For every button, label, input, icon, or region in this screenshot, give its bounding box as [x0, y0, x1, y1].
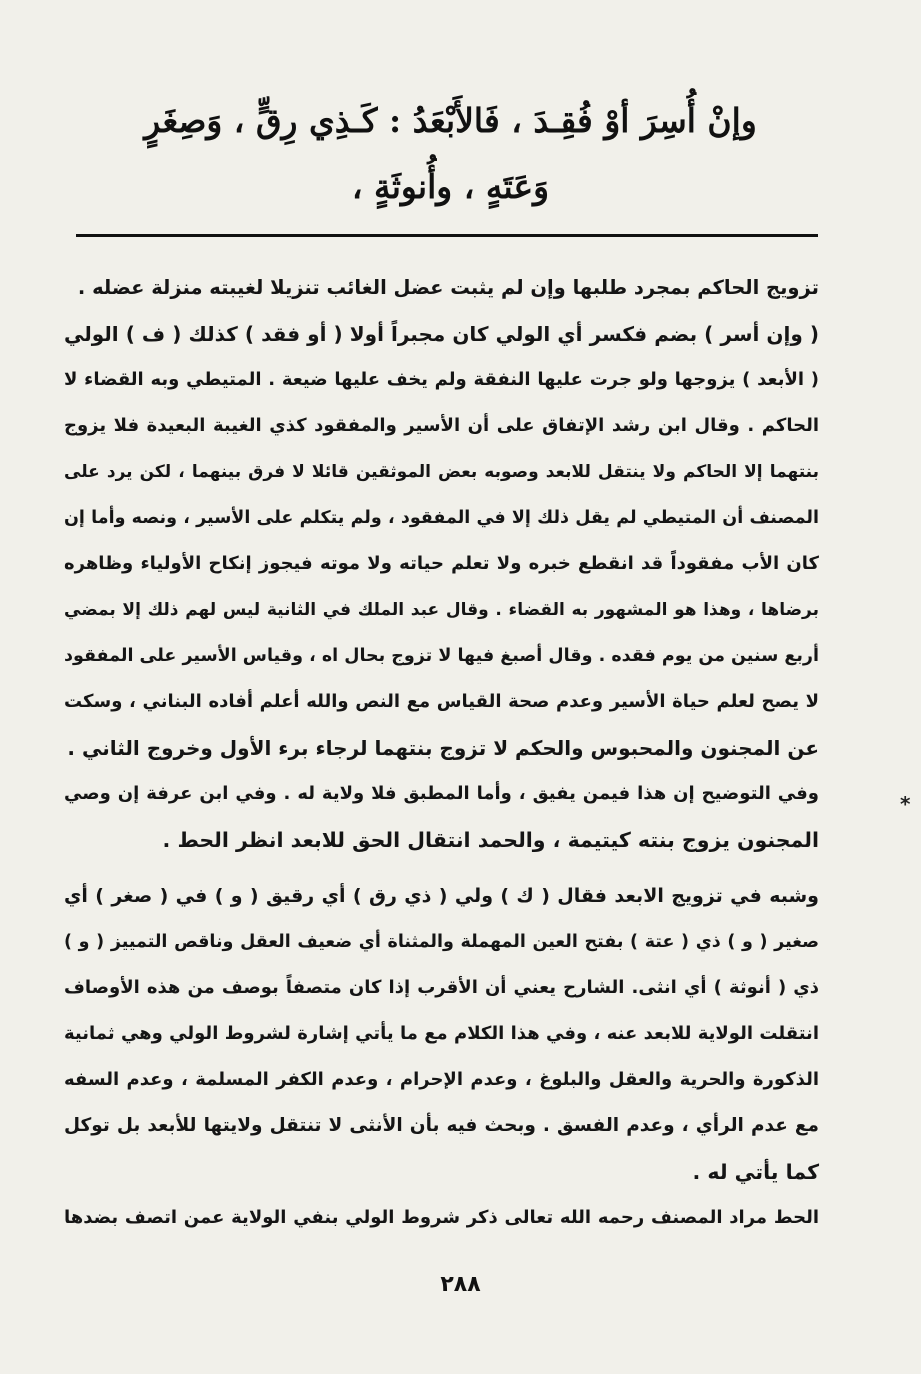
commentary-line: المصنف أن المتيطي لم يقل ذلك إلا في المفقود ، ولم يتكلم على الأسير ، ونصه وأما إن	[64, 508, 819, 528]
commentary-line: صغير ( و ) ذي ( عتة ) بفتح العين المهملة والمثناة أي ضعيف العقل وناقص التمييز ( و )	[64, 932, 819, 952]
commentary-line: وفي التوضيح إن هذا فيمن يفيق ، وأما المطبق فلا ولاية له . وفي ابن عرفة إن وصي	[64, 783, 819, 804]
commentary-line: المجنون يزوج بنته كيتيمة ، والحمد انتقال الحق للابعد انظر الحط .	[162, 828, 819, 852]
commentary-line: لا يصح لعلم حياة الأسير وعدم صحة القياس مع النص والله أعلم أفاده البناني ، وسكت	[64, 691, 819, 712]
commentary-line: ( الأبعد ) يزوجها ولو جرت عليها النفقة ولم يخف عليها ضيعة . المتيطي وبه القضاء لا	[64, 369, 819, 390]
commentary-line: بنتهما إلا الحاكم ولا ينتقل للابعد وصوبه بعض الموثقين قائلا لا فرق بينهما ، لكن يرد على	[64, 462, 819, 482]
commentary-line: الحط مراد المصنف رحمه الله تعالى ذكر شروط الولي بنفي الولاية عمن اتصف بضدها	[64, 1207, 819, 1228]
matn-verse	[70, 88, 831, 220]
margin-asterisk: *	[900, 792, 911, 816]
paragraph-gap	[64, 863, 819, 873]
commentary-line: الحاكم . وقال ابن رشد الإتفاق على أن الأسير والمفقود كذي الغيبة البعيدة فلا يزوج	[64, 415, 819, 436]
commentary-line: مع عدم الرأي ، وعدم الفسق . وبحث فيه بأن الأنثى لا تنتقل ولايتها للأبعد بل توكل	[64, 1115, 819, 1136]
commentary-line: انتقلت الولاية للابعد عنه ، وفي هذا الكلام مع ما يأتي إشارة لشروط الولي وهي ثمانية	[64, 1023, 819, 1044]
commentary-line: الذكورة والحرية والعقل والبلوغ ، وعدم الإحرام ، وعدم الكفر المسلمة ، وعدم السفه	[64, 1069, 819, 1090]
commentary-line: ( وإن أسر ) بضم فكسر أي الولي كان مجبراً أولا ( أو فقد ) كذلك ( ف ) الولي	[64, 322, 819, 346]
commentary-line: كان الأب مفقوداً قد انقطع خبره ولا تعلم حياته ولا موته فيجوز إنكاح الأولياء وظاهره	[64, 553, 819, 574]
commentary-line: أربع سنين من يوم فقده . وقال أصبغ فيها لا تزوج بحال اه ، وقياس الأسير على المفقود	[64, 646, 819, 666]
commentary-line: كما يأتي له .	[692, 1160, 819, 1184]
commentary-line: وشبه في تزويج الابعد فقال ( ك ) ولي ( ذي رق ) أي رقيق ( و ) في ( صغر ) أي	[64, 885, 819, 907]
matn-line: وَعَتَهٍ ، وأُنوثَةٍ ،	[351, 167, 550, 206]
commentary-line: عن المجنون والمحبوس والحكم لا تزوج بنتهما لرجاء برء الأول وخروج الثاني .	[67, 736, 819, 760]
separator-rule	[76, 234, 818, 237]
commentary-line: برضاها ، وهذا هو المشهور به القضاء . وقال عبد الملك في الثانية ليس لهم ذلك إلا بمضي	[64, 600, 819, 620]
matn-line: وإنْ أُسِرَ أوْ فُقِـدَ ، فَالأَبْعَدُ : كَـذِي رِقٍّ ، وَصِغَرٍ	[144, 101, 757, 140]
commentary-line: تزويج الحاكم بمجرد طلبها وإن لم يثبت عضل الغائب تنزيلا لغيبته منزلة عضله .	[77, 276, 819, 299]
commentary-line: ذي ( أنوثة ) أي انثى. الشارح يعني أن الأقرب إذا كان متصفاً بوصف من هذه الأوصاف	[64, 977, 819, 998]
page-number: ٢٨٨	[440, 1272, 481, 1297]
commentary-body	[64, 265, 819, 1241]
